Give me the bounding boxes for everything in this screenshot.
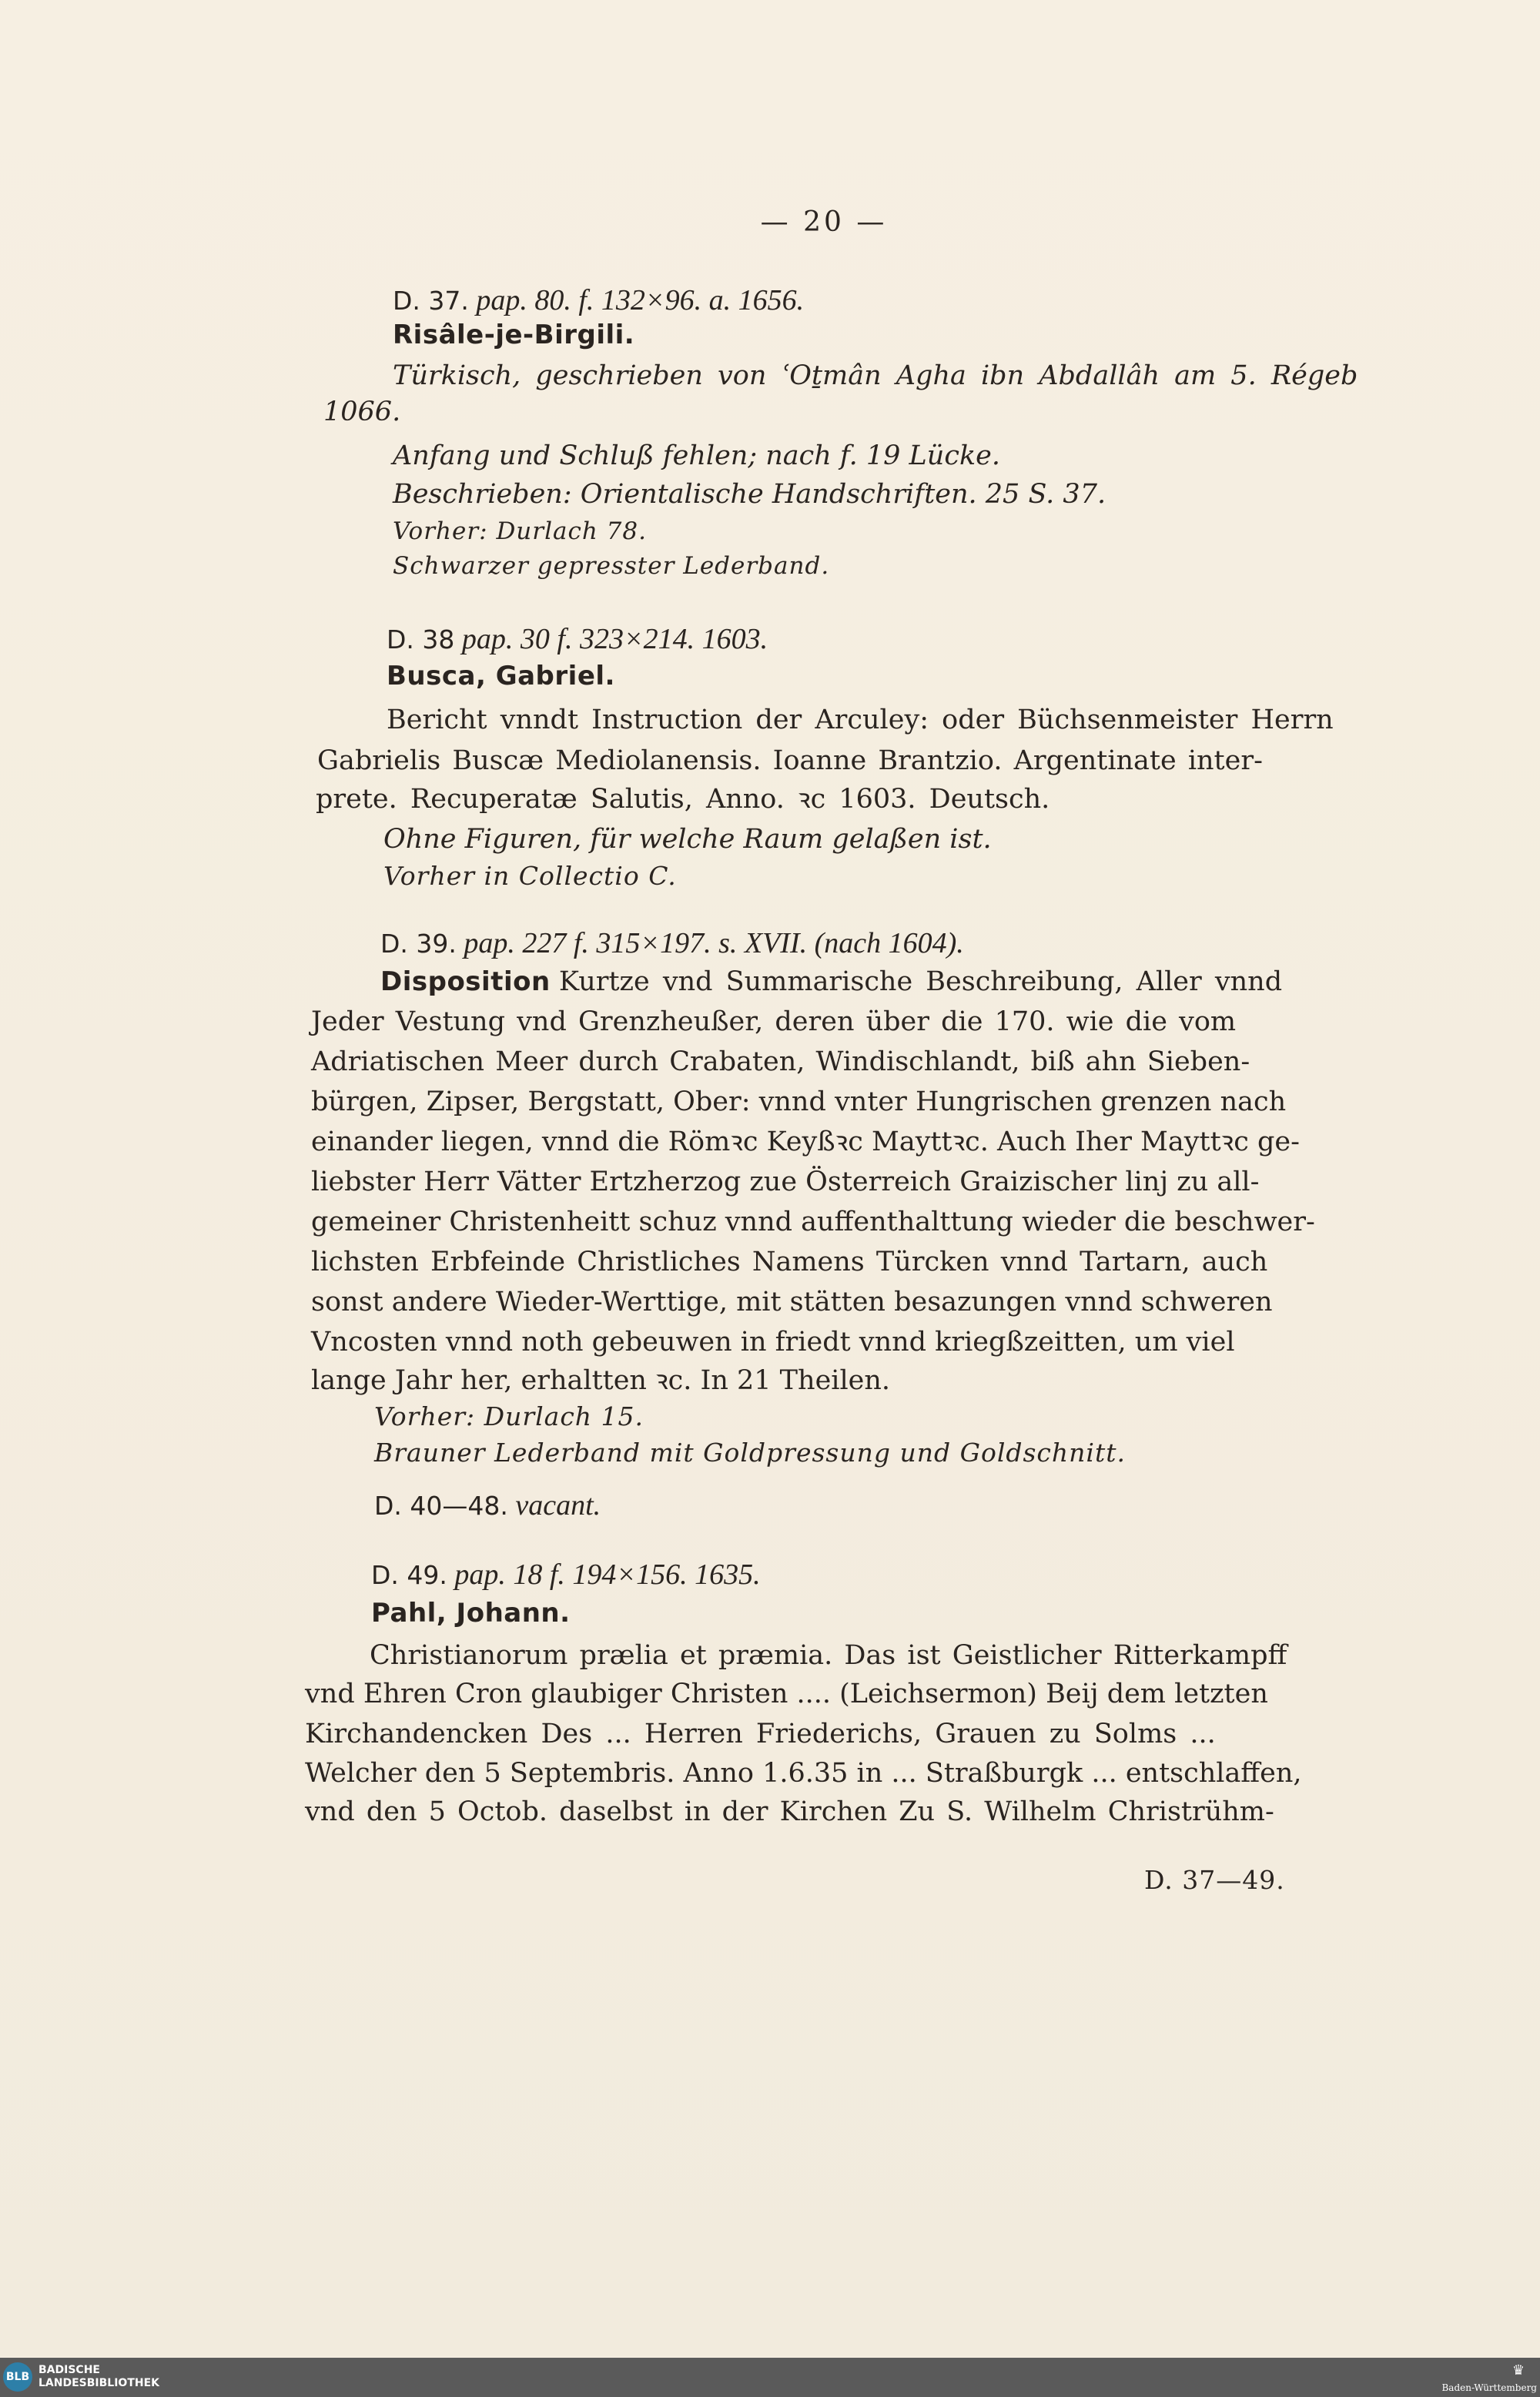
entry-line: Christianorum prælia et præmia. Das ist Geistlicher Ritterkampff [370, 1640, 1287, 1671]
entry-author: Busca, Gabriel. [387, 661, 615, 691]
entry-line: Ohne Figuren, für welche Raum gelaßen ist. [383, 824, 992, 855]
entry-line: Anfang und Schluß fehlen; nach f. 19 Lücke. [393, 440, 1000, 471]
entry-line: gemeiner Christenheitt schuz vnnd auffenthalttung wieder die beschwer- [311, 1207, 1315, 1237]
entry-heading [387, 624, 768, 655]
coat-of-arms-icon: ♛ [1512, 2362, 1525, 2379]
entry-heading [393, 285, 804, 316]
blb-logo-icon[interactable]: BLB [3, 2362, 32, 2392]
entry-description: pap. 18 f. 194×156. 1635. [454, 1558, 761, 1591]
entry-author: Risâle-je-Birgili. [393, 320, 635, 350]
library-name[interactable] [38, 2364, 159, 2390]
entry-line: liebster Herr Vätter Ertzherzog zue Österreich Graizischer linj zu all- [311, 1167, 1260, 1197]
entry-line: lange Jahr her, erhaltten ꝛc. In 21 Theilen. [311, 1365, 891, 1396]
library-footer-bar [0, 2358, 1540, 2397]
shelfmark: D. 40—48. [374, 1491, 508, 1521]
entry-line: vnd den 5 Octob. daselbst in der Kirchen Zu S. Wilhelm Christrühm- [305, 1796, 1274, 1827]
entry-line: sonst andere Wieder-Werttige, mit stätten besazungen vnnd schweren [311, 1287, 1273, 1317]
entry-line: einander liegen, vnnd die Römꝛc Keyßꝛc Mayttꝛc. Auch Iher Mayttꝛc ge- [311, 1127, 1300, 1157]
library-name-line2: LANDESBIBLIOTHEK [38, 2377, 160, 2389]
entry-heading [380, 928, 964, 959]
shelfmark: D. 37. [393, 286, 469, 316]
entry-text: Kurtze vnd Summarische Beschreibung, Aller vnnd [558, 966, 1283, 997]
entry-line: Beschrieben: Orientalische Handschriften. 25 S. 37. [393, 479, 1106, 510]
shelfmark: D. 39. [380, 929, 457, 959]
page-number: — 20 — [760, 206, 888, 238]
provenance: Vorher in Collectio C. [383, 861, 677, 891]
entry-line: Vncosten vnnd noth gebeuwen in friedt vnnd kriegßzeitten, um viel [311, 1327, 1235, 1358]
entry-line: lichsten Erbfeinde Christliches Namens Türcken vnnd Tartarn, auch [311, 1247, 1268, 1277]
entry-line: Gabrielis Buscæ Mediolanensis. Ioanne Brantzio. Argentinate inter- [317, 745, 1263, 776]
entry-line: Türkisch, geschrieben von ʿOṯmân Agha ibn Abdallâh am 5. Régeb [393, 360, 1358, 391]
footer-range: D. 37—49. [1144, 1865, 1285, 1895]
entry-line: Adriatischen Meer durch Crabaten, Windischlandt, biß ahn Sieben- [311, 1046, 1250, 1077]
entry-description: pap. 80. f. 132×96. a. 1656. [476, 284, 805, 316]
entry-line: Welcher den 5 Septembris. Anno 1.6.35 in ... Straßburgk ... entschlaffen, [305, 1758, 1302, 1789]
provenance: Vorher: Durlach 15. [374, 1401, 644, 1431]
shelfmark: D. 49. [371, 1560, 447, 1590]
entry-line [380, 966, 1282, 997]
library-name-line1: BADISCHE [38, 2364, 100, 2376]
entry-line: Kirchandencken Des ... Herren Friederichs, Grauen zu Solms ... [305, 1719, 1216, 1749]
entry-line: bürgen, Zipser, Bergstatt, Ober: vnnd vnter Hungrischen grenzen nach [311, 1086, 1287, 1117]
entry-author: Disposition [380, 966, 551, 997]
shelfmark: D. 38 [387, 624, 455, 654]
entry-line: Jeder Vestung vnd Grenzheußer, deren über die 170. wie die vom [311, 1006, 1237, 1037]
entry-line: Bericht vnndt Instruction der Arculey: oder Büchsenmeister Herrn [387, 705, 1334, 735]
entry-description: vacant. [515, 1489, 601, 1522]
entry-author: Pahl, Johann. [371, 1598, 571, 1629]
entry-line: prete. Recuperatæ Salutis, Anno. ꝛc 1603. Deutsch. [316, 784, 1050, 815]
entry-heading [374, 1490, 601, 1522]
region-label: Baden-Württemberg [1441, 2382, 1537, 2393]
entry-line: vnd Ehren Cron glaubiger Christen .... (Leichsermon) Beij dem letzten [305, 1679, 1268, 1709]
provenance: Vorher: Durlach 78. [393, 517, 647, 545]
entry-heading [371, 1559, 761, 1591]
entry-line: 1066. [323, 397, 401, 427]
entry-description: pap. 30 f. 323×214. 1603. [461, 623, 768, 655]
binding: Brauner Lederband mit Goldpressung und Goldschnitt. [374, 1438, 1126, 1468]
binding: Schwarzer gepresster Lederband. [393, 552, 830, 580]
entry-description: pap. 227 f. 315×197. s. XVII. (nach 1604). [464, 927, 964, 959]
